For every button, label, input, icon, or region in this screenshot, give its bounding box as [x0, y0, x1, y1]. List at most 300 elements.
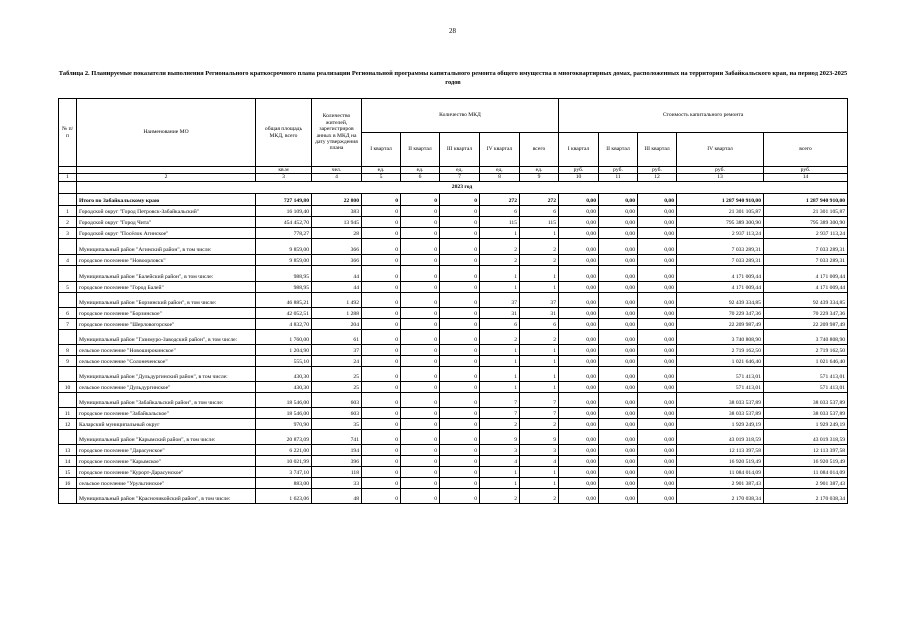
area-cell: 16 109,40	[256, 205, 312, 216]
column-number: 10	[559, 174, 599, 181]
mkd-total-cell: 6	[520, 205, 559, 216]
cost-q4-cell: 38 033 537,89	[677, 407, 764, 418]
cost-q3-cell: 0,00	[638, 318, 677, 329]
mkd-q2-cell: 0	[401, 216, 440, 227]
residents-cell: 44	[312, 281, 362, 292]
column-number: 2	[77, 174, 256, 181]
cost-q1-cell: 0,00	[559, 392, 599, 407]
mkd-total-cell: 1	[520, 477, 559, 488]
cost-q1-cell: 0,00	[559, 466, 599, 477]
municipality-name: Городской округ "Город Чита"	[77, 216, 256, 227]
mkd-q3-cell: 0	[440, 429, 480, 444]
residents-cell: 37	[312, 344, 362, 355]
column-number-row	[59, 174, 848, 181]
residents-cell: 1 492	[312, 292, 362, 307]
cost-q1-cell: 0,00	[559, 477, 599, 488]
area-cell: 10 021,99	[256, 455, 312, 466]
column-number: 7	[440, 174, 480, 181]
mkd-q3-cell: 0	[440, 265, 480, 281]
cost-total-cell: 571 413,01	[764, 381, 848, 392]
unit-cell: ед.	[401, 167, 440, 174]
residents-cell: 603	[312, 392, 362, 407]
cost-total-cell: 11 084 014,09	[764, 466, 848, 477]
municipality-name: Муниципальный район "Карымский район", в том числе:	[77, 429, 256, 444]
mkd-q4-cell: 1	[480, 381, 520, 392]
column-number: 9	[520, 174, 559, 181]
cost-total-cell: 571 413,01	[764, 366, 848, 381]
row-number: 7	[59, 318, 77, 329]
mkd-q4-cell: 1	[480, 265, 520, 281]
area-cell: 988,95	[256, 281, 312, 292]
table-row	[59, 381, 848, 392]
cost-q3-cell: 0,00	[638, 227, 677, 238]
column-number: 1	[59, 174, 77, 181]
table-row	[59, 466, 848, 477]
residents-cell: 48	[312, 488, 362, 503]
cost-q3-cell: 0,00	[638, 466, 677, 477]
unit-cell: руб.	[764, 167, 848, 174]
mkd-q2-cell: 0	[401, 455, 440, 466]
municipality-name: Муниципальный район "Газимуро-Заводский район", в том числе:	[77, 329, 256, 344]
residents-cell: 44	[312, 265, 362, 281]
cost-total-cell: 7 033 289,31	[764, 238, 848, 254]
table-row	[59, 265, 848, 281]
cost-q1-cell: 0,00	[559, 307, 599, 318]
row-number	[59, 292, 77, 307]
cost-total-cell: 43 019 318,59	[764, 429, 848, 444]
cost-total-cell: 2 719 162,50	[764, 344, 848, 355]
mkd-q1-cell: 0	[362, 488, 401, 503]
mkd-q1-cell: 0	[362, 444, 401, 455]
header-area: общая площадь МКД, всего	[256, 99, 312, 167]
residents-cell: 366	[312, 254, 362, 265]
table-row	[59, 344, 848, 355]
mkd-q1-cell: 0	[362, 455, 401, 466]
residents-cell: 25	[312, 381, 362, 392]
area-cell: 4 832,70	[256, 318, 312, 329]
mkd-total-cell: 1	[520, 355, 559, 366]
cost-q2-cell: 0,00	[599, 307, 638, 318]
total-name: Итого по Забайкальскому краю	[77, 193, 256, 205]
mkd-q3-cell: 0	[440, 455, 480, 466]
cost-total-cell: 3 740 808,90	[764, 329, 848, 344]
mkd-q3-cell: 0	[440, 381, 480, 392]
mkd-total-cell: 7	[520, 392, 559, 407]
cost-total-cell: 16 920 519,49	[764, 455, 848, 466]
table-row	[59, 418, 848, 429]
cost-q4-cell: 3 740 808,90	[677, 329, 764, 344]
mkd-total-cell: 2	[520, 238, 559, 254]
area-cell: 46 885,21	[256, 292, 312, 307]
cost-q2-cell: 0,00	[599, 407, 638, 418]
cost-total-cell: 4 171 009,44	[764, 281, 848, 292]
cost-q3-cell: 0,00	[638, 265, 677, 281]
header-mkd-count: Количество МКД	[362, 99, 559, 133]
cost-q2-cell: 0,00	[599, 227, 638, 238]
total-cost-q4: 1 287 940 910,00	[677, 193, 764, 205]
municipality-name: городское поселение "Карымское"	[77, 455, 256, 466]
table-row	[59, 318, 848, 329]
table-row	[59, 205, 848, 216]
cost-q4-cell: 21 301 105,87	[677, 205, 764, 216]
mkd-q2-cell: 0	[401, 477, 440, 488]
table-row	[59, 392, 848, 407]
cost-q2-cell: 0,00	[599, 366, 638, 381]
cost-q1-cell: 0,00	[559, 265, 599, 281]
municipality-name: городское поселение "Город Балей"	[77, 281, 256, 292]
mkd-q3-cell: 0	[440, 466, 480, 477]
mkd-q4-cell: 1	[480, 366, 520, 381]
area-cell: 42 052,51	[256, 307, 312, 318]
mkd-q1-cell: 0	[362, 227, 401, 238]
table-row	[59, 307, 848, 318]
area-cell: 555,10	[256, 355, 312, 366]
cost-q1-cell: 0,00	[559, 429, 599, 444]
mkd-q1-cell: 0	[362, 307, 401, 318]
mkd-q4-cell: 1	[480, 227, 520, 238]
residents-cell: 603	[312, 407, 362, 418]
mkd-q4-cell: 3	[480, 444, 520, 455]
cost-q1-cell: 0,00	[559, 418, 599, 429]
municipality-name: сельское поселение "Дульдургинское"	[77, 381, 256, 392]
row-number	[59, 265, 77, 281]
area-cell: 18 546,00	[256, 407, 312, 418]
area-cell: 20 873,09	[256, 429, 312, 444]
mkd-q1-cell: 0	[362, 429, 401, 444]
row-number: 1	[59, 205, 77, 216]
cost-total-cell: 1 929 249,19	[764, 418, 848, 429]
mkd-q1-cell: 0	[362, 407, 401, 418]
table-row	[59, 329, 848, 344]
cost-q1-cell: 0,00	[559, 227, 599, 238]
area-cell: 6 221,00	[256, 444, 312, 455]
header-mkd-total: всего	[520, 133, 559, 167]
cost-q2-cell: 0,00	[599, 381, 638, 392]
mkd-q3-cell: 0	[440, 392, 480, 407]
cost-q1-cell: 0,00	[559, 407, 599, 418]
total-row	[59, 193, 848, 205]
cost-q2-cell: 0,00	[599, 205, 638, 216]
cost-q3-cell: 0,00	[638, 254, 677, 265]
mkd-q3-cell: 0	[440, 477, 480, 488]
residents-cell: 396	[312, 455, 362, 466]
mkd-q1-cell: 0	[362, 466, 401, 477]
cost-q4-cell: 4 171 009,44	[677, 265, 764, 281]
unit-cell: руб.	[677, 167, 764, 174]
column-number: 13	[677, 174, 764, 181]
mkd-q3-cell: 0	[440, 216, 480, 227]
mkd-q1-cell: 0	[362, 318, 401, 329]
mkd-q3-cell: 0	[440, 418, 480, 429]
row-number: 14	[59, 455, 77, 466]
mkd-total-cell: 7	[520, 407, 559, 418]
residents-cell: 1 288	[312, 307, 362, 318]
municipality-name: Муниципальный район "Борзинский район", в том числе:	[77, 292, 256, 307]
area-cell: 9 859,00	[256, 238, 312, 254]
unit-cell: руб.	[559, 167, 599, 174]
cost-q4-cell: 4 171 009,44	[677, 281, 764, 292]
cost-q3-cell: 0,00	[638, 429, 677, 444]
mkd-q4-cell: 7	[480, 407, 520, 418]
mkd-total-cell: 2	[520, 329, 559, 344]
cost-total-cell: 2 901 387,43	[764, 477, 848, 488]
header-cost-total: всего	[764, 133, 848, 167]
row-number: 4	[59, 254, 77, 265]
cost-q3-cell: 0,00	[638, 444, 677, 455]
mkd-q1-cell: 0	[362, 254, 401, 265]
cost-q4-cell: 70 229 347,36	[677, 307, 764, 318]
mkd-q2-cell: 0	[401, 265, 440, 281]
cost-q3-cell: 0,00	[638, 366, 677, 381]
cost-total-cell: 38 033 537,89	[764, 392, 848, 407]
mkd-q2-cell: 0	[401, 488, 440, 503]
mkd-q2-cell: 0	[401, 254, 440, 265]
cost-q2-cell: 0,00	[599, 455, 638, 466]
total-cost-all: 1 287 940 910,00	[764, 193, 848, 205]
cost-q2-cell: 0,00	[599, 318, 638, 329]
cost-q2-cell: 0,00	[599, 477, 638, 488]
cost-q1-cell: 0,00	[559, 344, 599, 355]
cost-q4-cell: 1 929 249,19	[677, 418, 764, 429]
mkd-q1-cell: 0	[362, 392, 401, 407]
column-number: 11	[599, 174, 638, 181]
cost-total-cell: 70 229 347,36	[764, 307, 848, 318]
cost-total-cell: 4 171 009,44	[764, 265, 848, 281]
cost-q1-cell: 0,00	[559, 355, 599, 366]
table-row	[59, 355, 848, 366]
cost-q3-cell: 0,00	[638, 205, 677, 216]
table-row	[59, 238, 848, 254]
area-cell: 430,30	[256, 366, 312, 381]
residents-cell: 24	[312, 355, 362, 366]
residents-cell: 35	[312, 418, 362, 429]
unit-cell: руб.	[599, 167, 638, 174]
column-number: 14	[764, 174, 848, 181]
mkd-q2-cell: 0	[401, 205, 440, 216]
area-cell: 9 859,00	[256, 254, 312, 265]
municipality-name: Городской округ "Город Петровск-Забайкальский"	[77, 205, 256, 216]
row-number	[59, 488, 77, 503]
header-name: Наименование МО	[77, 99, 256, 167]
cost-q2-cell: 0,00	[599, 281, 638, 292]
row-number: 16	[59, 477, 77, 488]
unit-cell: кв.м	[256, 167, 312, 174]
cost-q2-cell: 0,00	[599, 466, 638, 477]
mkd-q2-cell: 0	[401, 429, 440, 444]
area-cell: 883,00	[256, 477, 312, 488]
row-number: 8	[59, 344, 77, 355]
table-row	[59, 429, 848, 444]
residents-cell: 28	[312, 227, 362, 238]
area-cell: 3 747,10	[256, 466, 312, 477]
mkd-q4-cell: 7	[480, 392, 520, 407]
mkd-total-cell: 115	[520, 216, 559, 227]
mkd-q1-cell: 0	[362, 329, 401, 344]
cost-q3-cell: 0,00	[638, 455, 677, 466]
cost-q2-cell: 0,00	[599, 238, 638, 254]
municipality-name: Муниципальный район "Дульдургинский район", в том числе:	[77, 366, 256, 381]
mkd-q4-cell: 6	[480, 318, 520, 329]
cost-q1-cell: 0,00	[559, 281, 599, 292]
unit-cell	[77, 167, 256, 174]
cost-q1-cell: 0,00	[559, 455, 599, 466]
units-row	[59, 167, 848, 174]
cost-q4-cell: 1 021 646,40	[677, 355, 764, 366]
row-number: 10	[59, 381, 77, 392]
year-label: 2023 год	[77, 181, 848, 193]
mkd-q4-cell: 2	[480, 238, 520, 254]
area-cell: 1 204,90	[256, 344, 312, 355]
cost-q4-cell: 7 033 289,31	[677, 238, 764, 254]
residents-cell: 25	[312, 366, 362, 381]
residents-cell: 61	[312, 329, 362, 344]
mkd-q2-cell: 0	[401, 307, 440, 318]
mkd-q4-cell: 1	[480, 344, 520, 355]
cost-q2-cell: 0,00	[599, 392, 638, 407]
cost-q2-cell: 0,00	[599, 216, 638, 227]
cost-q1-cell: 0,00	[559, 444, 599, 455]
municipality-name: городское поселение "Курорт-Дарасунское"	[77, 466, 256, 477]
mkd-q2-cell: 0	[401, 418, 440, 429]
area-cell: 430,30	[256, 381, 312, 392]
area-cell: 778,27	[256, 227, 312, 238]
cost-total-cell: 2 170 038,34	[764, 488, 848, 503]
mkd-q3-cell: 0	[440, 292, 480, 307]
mkd-q4-cell: 1	[480, 477, 520, 488]
residents-cell: 204	[312, 318, 362, 329]
cost-q1-cell: 0,00	[559, 292, 599, 307]
mkd-q4-cell: 115	[480, 216, 520, 227]
cost-q2-cell: 0,00	[599, 355, 638, 366]
mkd-q2-cell: 0	[401, 318, 440, 329]
cost-q2-cell: 0,00	[599, 254, 638, 265]
cost-total-cell: 92 439 334,85	[764, 292, 848, 307]
mkd-q2-cell: 0	[401, 238, 440, 254]
header-cost-q3: III квартал	[638, 133, 677, 167]
row-number: 6	[59, 307, 77, 318]
mkd-q3-cell: 0	[440, 205, 480, 216]
cost-q4-cell: 16 920 519,49	[677, 455, 764, 466]
cost-q2-cell: 0,00	[599, 344, 638, 355]
column-number: 5	[362, 174, 401, 181]
mkd-total-cell: 2	[520, 418, 559, 429]
row-number: 12	[59, 418, 77, 429]
cost-q1-cell: 0,00	[559, 329, 599, 344]
column-number: 8	[480, 174, 520, 181]
mkd-total-cell: 1	[520, 381, 559, 392]
mkd-q3-cell: 0	[440, 281, 480, 292]
cost-q3-cell: 0,00	[638, 344, 677, 355]
header-mkd-q4: IV квартал	[480, 133, 520, 167]
cost-q1-cell: 0,00	[559, 488, 599, 503]
mkd-total-cell: 1	[520, 366, 559, 381]
mkd-q1-cell: 0	[362, 281, 401, 292]
cost-q3-cell: 0,00	[638, 216, 677, 227]
mkd-q4-cell: 31	[480, 307, 520, 318]
mkd-q1-cell: 0	[362, 205, 401, 216]
unit-cell	[59, 167, 77, 174]
unit-cell: ед.	[440, 167, 480, 174]
table-row	[59, 488, 848, 503]
mkd-q2-cell: 0	[401, 444, 440, 455]
cost-q4-cell: 2 170 038,34	[677, 488, 764, 503]
mkd-q2-cell: 0	[401, 407, 440, 418]
table-row	[59, 477, 848, 488]
row-number: 11	[59, 407, 77, 418]
mkd-q2-cell: 0	[401, 381, 440, 392]
table-row	[59, 366, 848, 381]
total-mkd-q3: 0	[440, 193, 480, 205]
mkd-q1-cell: 0	[362, 477, 401, 488]
mkd-q3-cell: 0	[440, 444, 480, 455]
mkd-q3-cell: 0	[440, 355, 480, 366]
mkd-q2-cell: 0	[401, 227, 440, 238]
header-cost-q2: II квартал	[599, 133, 638, 167]
municipality-name: сельское поселение "Новоширокинское"	[77, 344, 256, 355]
area-cell: 1 623,06	[256, 488, 312, 503]
mkd-q4-cell: 2	[480, 418, 520, 429]
row-number: 15	[59, 466, 77, 477]
cost-q3-cell: 0,00	[638, 355, 677, 366]
column-number: 12	[638, 174, 677, 181]
row-number	[59, 392, 77, 407]
mkd-q3-cell: 0	[440, 407, 480, 418]
cost-q2-cell: 0,00	[599, 329, 638, 344]
mkd-q2-cell: 0	[401, 344, 440, 355]
cost-q3-cell: 0,00	[638, 238, 677, 254]
cost-q3-cell: 0,00	[638, 292, 677, 307]
row-number	[59, 366, 77, 381]
municipality-name: Муниципальный район "Красночикойский район", в том числе:	[77, 488, 256, 503]
residents-cell: 366	[312, 238, 362, 254]
cost-q4-cell: 11 084 014,09	[677, 466, 764, 477]
cost-q4-cell: 38 033 537,89	[677, 392, 764, 407]
row-number	[59, 429, 77, 444]
cost-q3-cell: 0,00	[638, 392, 677, 407]
capital-repair-table	[58, 98, 848, 504]
municipality-name: городское поселение "Забайкальское"	[77, 407, 256, 418]
unit-cell: чел.	[312, 167, 362, 174]
area-cell: 18 546,00	[256, 392, 312, 407]
mkd-q4-cell: 1	[480, 466, 520, 477]
mkd-q4-cell: 1	[480, 355, 520, 366]
cost-q3-cell: 0,00	[638, 329, 677, 344]
municipality-name: сельское поселение "Урульгинское"	[77, 477, 256, 488]
residents-cell: 194	[312, 444, 362, 455]
cost-q2-cell: 0,00	[599, 418, 638, 429]
page-number: 28	[449, 27, 456, 35]
table-row	[59, 444, 848, 455]
mkd-q3-cell: 0	[440, 329, 480, 344]
mkd-q3-cell: 0	[440, 318, 480, 329]
area-cell: 1 760,00	[256, 329, 312, 344]
cost-q4-cell: 43 019 318,59	[677, 429, 764, 444]
residents-cell: 13 945	[312, 216, 362, 227]
mkd-q3-cell: 0	[440, 227, 480, 238]
mkd-total-cell: 1	[520, 265, 559, 281]
mkd-q2-cell: 0	[401, 466, 440, 477]
municipality-name: сельское поселение "Солонеченское"	[77, 355, 256, 366]
total-mkd-q1: 0	[362, 193, 401, 205]
cost-total-cell: 12 113 397,58	[764, 444, 848, 455]
mkd-q3-cell: 0	[440, 366, 480, 381]
cost-q4-cell: 12 113 397,58	[677, 444, 764, 455]
table-row	[59, 292, 848, 307]
table-row	[59, 455, 848, 466]
mkd-q2-cell: 0	[401, 392, 440, 407]
header-mkd-q2: II квартал	[401, 133, 440, 167]
cost-q1-cell: 0,00	[559, 381, 599, 392]
